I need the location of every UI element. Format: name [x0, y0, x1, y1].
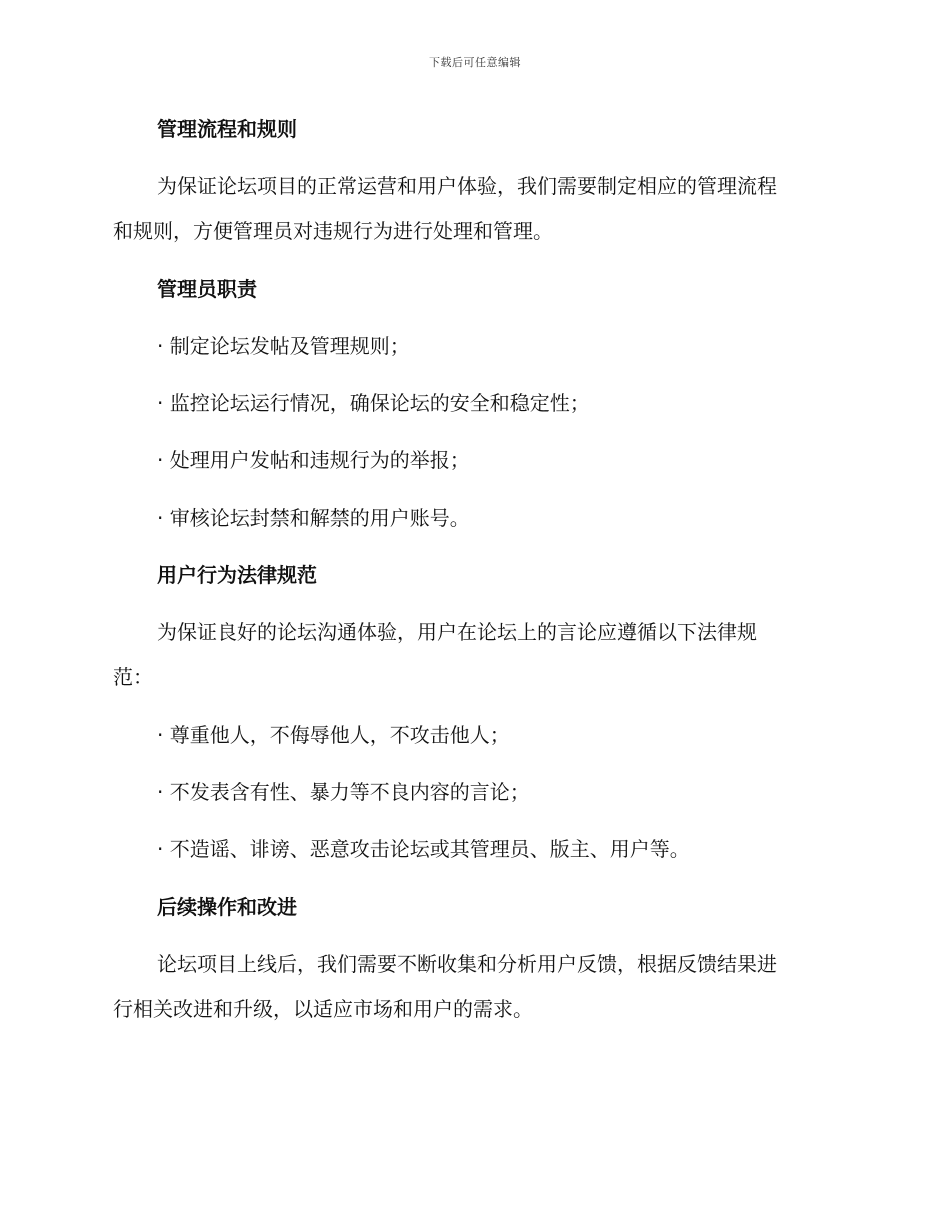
page-header: 下载后可任意编辑: [429, 56, 521, 69]
paragraph-line: 行相关改进和升级，以适应市场和用户的需求。: [113, 997, 533, 1021]
paragraph-line: 为保证良好的论坛沟通体验，用户在论坛上的言论应遵循以下法律规: [157, 620, 757, 644]
section-heading-followup: 后续操作和改进: [157, 895, 297, 919]
list-item: · 不发表含有性、暴力等不良内容的言论；: [157, 780, 530, 804]
section-heading-user-legal-norms: 用户行为法律规范: [157, 563, 317, 587]
section-heading-management-process: 管理流程和规则: [157, 117, 297, 141]
section-heading-admin-duties: 管理员职责: [157, 277, 257, 301]
paragraph-line: 范：: [113, 665, 153, 689]
list-item: · 处理用户发帖和违规行为的举报；: [157, 448, 470, 472]
paragraph-line: 为保证论坛项目的正常运营和用户体验，我们需要制定相应的管理流程: [157, 174, 777, 198]
paragraph-line: 和规则，方便管理员对违规行为进行处理和管理。: [113, 219, 553, 243]
list-item: · 审核论坛封禁和解禁的用户账号。: [157, 506, 470, 530]
list-item: · 尊重他人，不侮辱他人，不攻击他人；: [157, 723, 510, 747]
list-item: · 制定论坛发帖及管理规则；: [157, 334, 410, 358]
list-item: · 监控论坛运行情况，确保论坛的安全和稳定性；: [157, 391, 590, 415]
paragraph-line: 论坛项目上线后，我们需要不断收集和分析用户反馈，根据反馈结果进: [157, 952, 777, 976]
list-item: · 不造谣、诽谤、恶意攻击论坛或其管理员、版主、用户等。: [157, 837, 690, 861]
